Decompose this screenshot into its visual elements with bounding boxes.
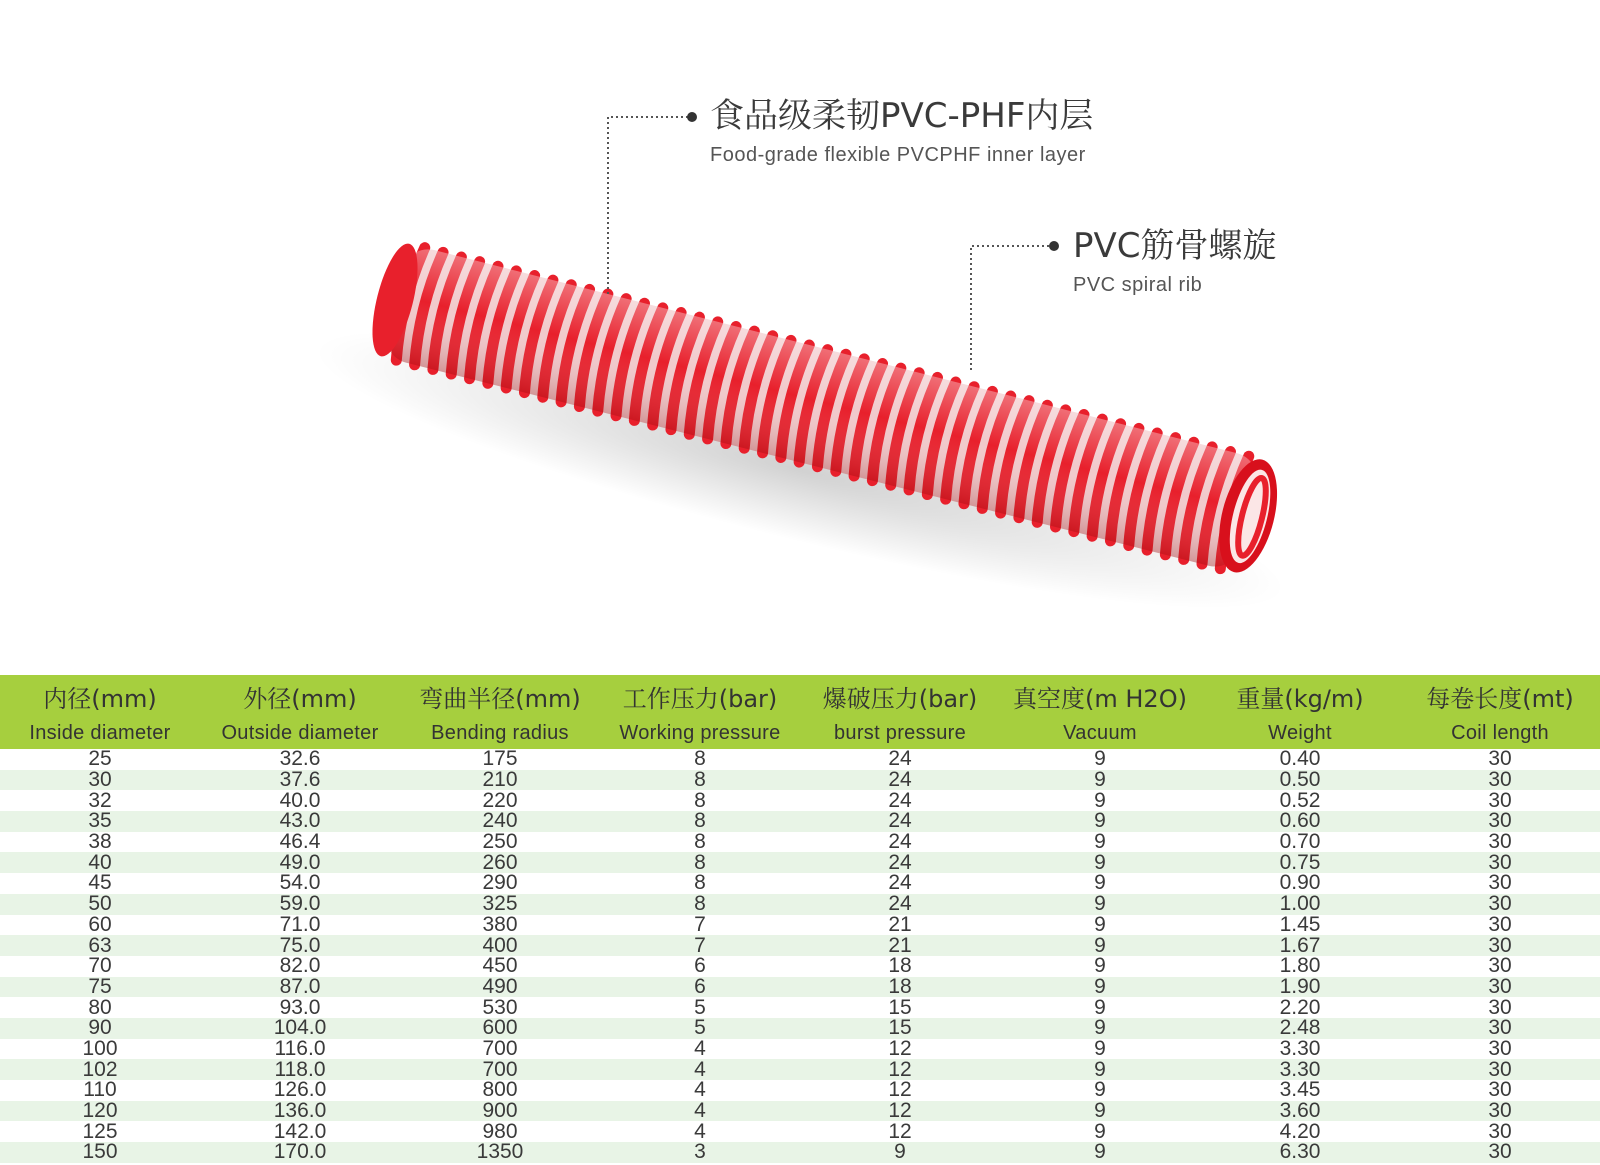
table-cell: 9: [1000, 977, 1200, 998]
table-cell: 250: [400, 832, 600, 853]
table-cell: 8: [600, 790, 800, 811]
table-cell: 260: [400, 852, 600, 873]
column-header: [200, 675, 400, 749]
table-cell: 24: [800, 749, 1000, 770]
table-cell: 8: [600, 873, 800, 894]
callout-leader-inner-layer: [608, 117, 690, 294]
table-row: [0, 1018, 1600, 1039]
table-cell: 9: [1000, 873, 1200, 894]
table-cell: 24: [800, 811, 1000, 832]
table-row: [0, 811, 1600, 832]
table-cell: 400: [400, 935, 600, 956]
table-cell: 9: [1000, 790, 1200, 811]
table-cell: 70: [0, 956, 200, 977]
table-row: [0, 894, 1600, 915]
table-cell: 1.00: [1200, 894, 1400, 915]
table-cell: 6: [600, 956, 800, 977]
table-cell: 0.90: [1200, 873, 1400, 894]
column-header-en: Working pressure: [619, 722, 781, 744]
spec-table-header-row: [0, 675, 1600, 749]
table-cell: 1.67: [1200, 935, 1400, 956]
table-row: [0, 1142, 1600, 1163]
table-cell: 210: [400, 770, 600, 791]
table-cell: 240: [400, 811, 600, 832]
table-cell: 24: [800, 852, 1000, 873]
table-cell: 290: [400, 873, 600, 894]
table-cell: 9: [1000, 1121, 1200, 1142]
table-cell: 450: [400, 956, 600, 977]
table-cell: 63: [0, 935, 200, 956]
table-cell: 9: [1000, 1080, 1200, 1101]
table-cell: 30: [1400, 956, 1600, 977]
table-cell: 12: [800, 1121, 1000, 1142]
callout-dot-inner-layer: [687, 112, 697, 122]
spec-table: [0, 675, 1600, 1163]
table-cell: 8: [600, 811, 800, 832]
table-cell: 30: [1400, 997, 1600, 1018]
callout-dot-spiral-rib: [1049, 241, 1059, 251]
table-cell: 75.0: [200, 935, 400, 956]
table-cell: 87.0: [200, 977, 400, 998]
table-cell: 82.0: [200, 956, 400, 977]
table-cell: 3.30: [1200, 1039, 1400, 1060]
table-cell: 25: [0, 749, 200, 770]
table-cell: 30: [1400, 1039, 1600, 1060]
table-cell: 325: [400, 894, 600, 915]
table-cell: 12: [800, 1039, 1000, 1060]
table-cell: 37.6: [200, 770, 400, 791]
table-cell: 30: [1400, 749, 1600, 770]
table-cell: 9: [1000, 1101, 1200, 1122]
column-header-zh: 真空度(m H2O): [1013, 685, 1187, 713]
table-cell: 0.75: [1200, 852, 1400, 873]
table-cell: 1.90: [1200, 977, 1400, 998]
callout-leader-spiral-rib: [971, 246, 1052, 370]
column-header-zh: 工作压力(bar): [622, 685, 778, 713]
table-cell: 24: [800, 770, 1000, 791]
table-cell: 110: [0, 1080, 200, 1101]
table-cell: 0.40: [1200, 749, 1400, 770]
table-cell: 0.50: [1200, 770, 1400, 791]
table-cell: 9: [1000, 915, 1200, 936]
table-cell: 8: [600, 749, 800, 770]
table-row: [0, 873, 1600, 894]
table-cell: 150: [0, 1142, 200, 1163]
table-cell: 30: [1400, 832, 1600, 853]
table-row: [0, 997, 1600, 1018]
table-cell: 4: [600, 1059, 800, 1080]
table-cell: 100: [0, 1039, 200, 1060]
table-cell: 30: [1400, 915, 1600, 936]
table-cell: 136.0: [200, 1101, 400, 1122]
table-cell: 3.30: [1200, 1059, 1400, 1080]
table-cell: 90: [0, 1018, 200, 1039]
column-header: [600, 675, 800, 749]
table-cell: 220: [400, 790, 600, 811]
table-cell: 9: [1000, 1142, 1200, 1163]
table-row: [0, 852, 1600, 873]
table-cell: 30: [1400, 790, 1600, 811]
table-cell: 40.0: [200, 790, 400, 811]
table-cell: 18: [800, 956, 1000, 977]
table-cell: 30: [1400, 1121, 1600, 1142]
table-cell: 0.60: [1200, 811, 1400, 832]
table-cell: 8: [600, 832, 800, 853]
table-cell: 30: [1400, 935, 1600, 956]
table-cell: 0.52: [1200, 790, 1400, 811]
table-cell: 700: [400, 1039, 600, 1060]
table-cell: 1350: [400, 1142, 600, 1163]
table-cell: 600: [400, 1018, 600, 1039]
column-header-zh: 弯曲半径(mm): [419, 685, 581, 713]
column-header: [1000, 675, 1200, 749]
column-header-en: Inside diameter: [29, 722, 171, 744]
column-header-en: Vacuum: [1063, 722, 1137, 744]
column-header: [800, 675, 1000, 749]
table-cell: 2.48: [1200, 1018, 1400, 1039]
table-cell: 980: [400, 1121, 600, 1142]
column-header: [400, 675, 600, 749]
table-cell: 104.0: [200, 1018, 400, 1039]
table-cell: 126.0: [200, 1080, 400, 1101]
table-cell: 15: [800, 997, 1000, 1018]
table-cell: 30: [1400, 1142, 1600, 1163]
table-cell: 7: [600, 915, 800, 936]
table-cell: 8: [600, 770, 800, 791]
table-cell: 900: [400, 1101, 600, 1122]
table-cell: 49.0: [200, 852, 400, 873]
table-cell: 170.0: [200, 1142, 400, 1163]
table-row: [0, 1039, 1600, 1060]
table-cell: 125: [0, 1121, 200, 1142]
column-header-en: Coil length: [1451, 722, 1549, 744]
table-cell: 9: [1000, 832, 1200, 853]
table-cell: 9: [1000, 770, 1200, 791]
table-cell: 102: [0, 1059, 200, 1080]
table-cell: 54.0: [200, 873, 400, 894]
column-header: [0, 675, 200, 749]
table-cell: 1.45: [1200, 915, 1400, 936]
column-header: [1400, 675, 1600, 749]
table-cell: 7: [600, 935, 800, 956]
table-cell: 30: [1400, 873, 1600, 894]
table-cell: 700: [400, 1059, 600, 1080]
table-row: [0, 749, 1600, 770]
table-cell: 93.0: [200, 997, 400, 1018]
table-cell: 4: [600, 1039, 800, 1060]
table-cell: 9: [800, 1142, 1000, 1163]
table-cell: 1.80: [1200, 956, 1400, 977]
table-cell: 5: [600, 997, 800, 1018]
table-cell: 80: [0, 997, 200, 1018]
table-cell: 9: [1000, 852, 1200, 873]
column-header: [1200, 675, 1400, 749]
callout-spiral-rib-en: PVC spiral rib: [1073, 274, 1203, 296]
table-cell: 35: [0, 811, 200, 832]
table-cell: 30: [1400, 1018, 1600, 1039]
table-cell: 6.30: [1200, 1142, 1400, 1163]
table-cell: 3.45: [1200, 1080, 1400, 1101]
table-cell: 3: [600, 1142, 800, 1163]
column-header-zh: 每卷长度(mt): [1426, 685, 1574, 713]
table-row: [0, 790, 1600, 811]
spec-table-body: [0, 749, 1600, 1163]
table-cell: 4: [600, 1080, 800, 1101]
table-cell: 116.0: [200, 1039, 400, 1060]
table-cell: 30: [1400, 770, 1600, 791]
callout-spiral-rib-zh: PVC筋骨螺旋: [1073, 226, 1277, 266]
table-cell: 24: [800, 873, 1000, 894]
table-cell: 21: [800, 915, 1000, 936]
table-cell: 60: [0, 915, 200, 936]
table-row: [0, 1080, 1600, 1101]
table-row: [0, 956, 1600, 977]
table-cell: 490: [400, 977, 600, 998]
table-row: [0, 832, 1600, 853]
table-cell: 32: [0, 790, 200, 811]
table-cell: 380: [400, 915, 600, 936]
table-cell: 800: [400, 1080, 600, 1101]
table-cell: 9: [1000, 935, 1200, 956]
callout-inner-layer-zh: 食品级柔韧PVC-PHF内层: [710, 96, 1094, 136]
table-cell: 30: [1400, 1080, 1600, 1101]
table-cell: 175: [400, 749, 600, 770]
table-cell: 59.0: [200, 894, 400, 915]
table-cell: 30: [1400, 977, 1600, 998]
table-cell: 142.0: [200, 1121, 400, 1142]
table-cell: 9: [1000, 1059, 1200, 1080]
table-cell: 12: [800, 1080, 1000, 1101]
table-cell: 8: [600, 852, 800, 873]
table-cell: 30: [1400, 1059, 1600, 1080]
table-row: [0, 977, 1600, 998]
column-header-en: Outside diameter: [221, 722, 379, 744]
table-cell: 30: [1400, 1101, 1600, 1122]
column-header-zh: 外径(mm): [243, 685, 357, 713]
table-cell: 9: [1000, 1039, 1200, 1060]
table-cell: 4: [600, 1121, 800, 1142]
table-cell: 30: [1400, 811, 1600, 832]
column-header-zh: 重量(kg/m): [1236, 685, 1364, 713]
column-header-en: Weight: [1268, 722, 1332, 744]
table-cell: 9: [1000, 894, 1200, 915]
table-cell: 120: [0, 1101, 200, 1122]
column-header-zh: 爆破压力(bar): [822, 685, 978, 713]
table-row: [0, 1059, 1600, 1080]
table-cell: 75: [0, 977, 200, 998]
table-cell: 2.20: [1200, 997, 1400, 1018]
callout-spiral-rib: [1073, 226, 1277, 296]
callout-inner-layer: [710, 96, 1094, 166]
table-cell: 5: [600, 1018, 800, 1039]
table-cell: 3.60: [1200, 1101, 1400, 1122]
table-cell: 32.6: [200, 749, 400, 770]
table-cell: 24: [800, 790, 1000, 811]
table-cell: 45: [0, 873, 200, 894]
table-cell: 30: [0, 770, 200, 791]
table-cell: 9: [1000, 811, 1200, 832]
table-cell: 40: [0, 852, 200, 873]
table-cell: 9: [1000, 997, 1200, 1018]
table-cell: 12: [800, 1101, 1000, 1122]
column-header-en: burst pressure: [833, 722, 967, 744]
table-cell: 4: [600, 1101, 800, 1122]
table-cell: 71.0: [200, 915, 400, 936]
table-cell: 118.0: [200, 1059, 400, 1080]
table-cell: 530: [400, 997, 600, 1018]
table-cell: 24: [800, 832, 1000, 853]
table-cell: 8: [600, 894, 800, 915]
table-row: [0, 915, 1600, 936]
callout-inner-layer-en: Food-grade flexible PVCPHF inner layer: [710, 144, 1086, 166]
table-cell: 21: [800, 935, 1000, 956]
table-cell: 43.0: [200, 811, 400, 832]
table-cell: 46.4: [200, 832, 400, 853]
table-cell: 4.20: [1200, 1121, 1400, 1142]
table-cell: 50: [0, 894, 200, 915]
table-cell: 12: [800, 1059, 1000, 1080]
table-cell: 9: [1000, 956, 1200, 977]
table-cell: 0.70: [1200, 832, 1400, 853]
table-cell: 15: [800, 1018, 1000, 1039]
table-cell: 9: [1000, 749, 1200, 770]
table-cell: 6: [600, 977, 800, 998]
column-header-zh: 内径(mm): [43, 685, 157, 713]
table-row: [0, 1101, 1600, 1122]
table-cell: 30: [1400, 894, 1600, 915]
table-cell: 38: [0, 832, 200, 853]
table-cell: 18: [800, 977, 1000, 998]
table-row: [0, 770, 1600, 791]
table-cell: 9: [1000, 1018, 1200, 1039]
table-row: [0, 1121, 1600, 1142]
table-cell: 30: [1400, 852, 1600, 873]
column-header-en: Bending radius: [431, 722, 569, 744]
table-row: [0, 935, 1600, 956]
table-cell: 24: [800, 894, 1000, 915]
spec-table-header: [0, 675, 1600, 749]
